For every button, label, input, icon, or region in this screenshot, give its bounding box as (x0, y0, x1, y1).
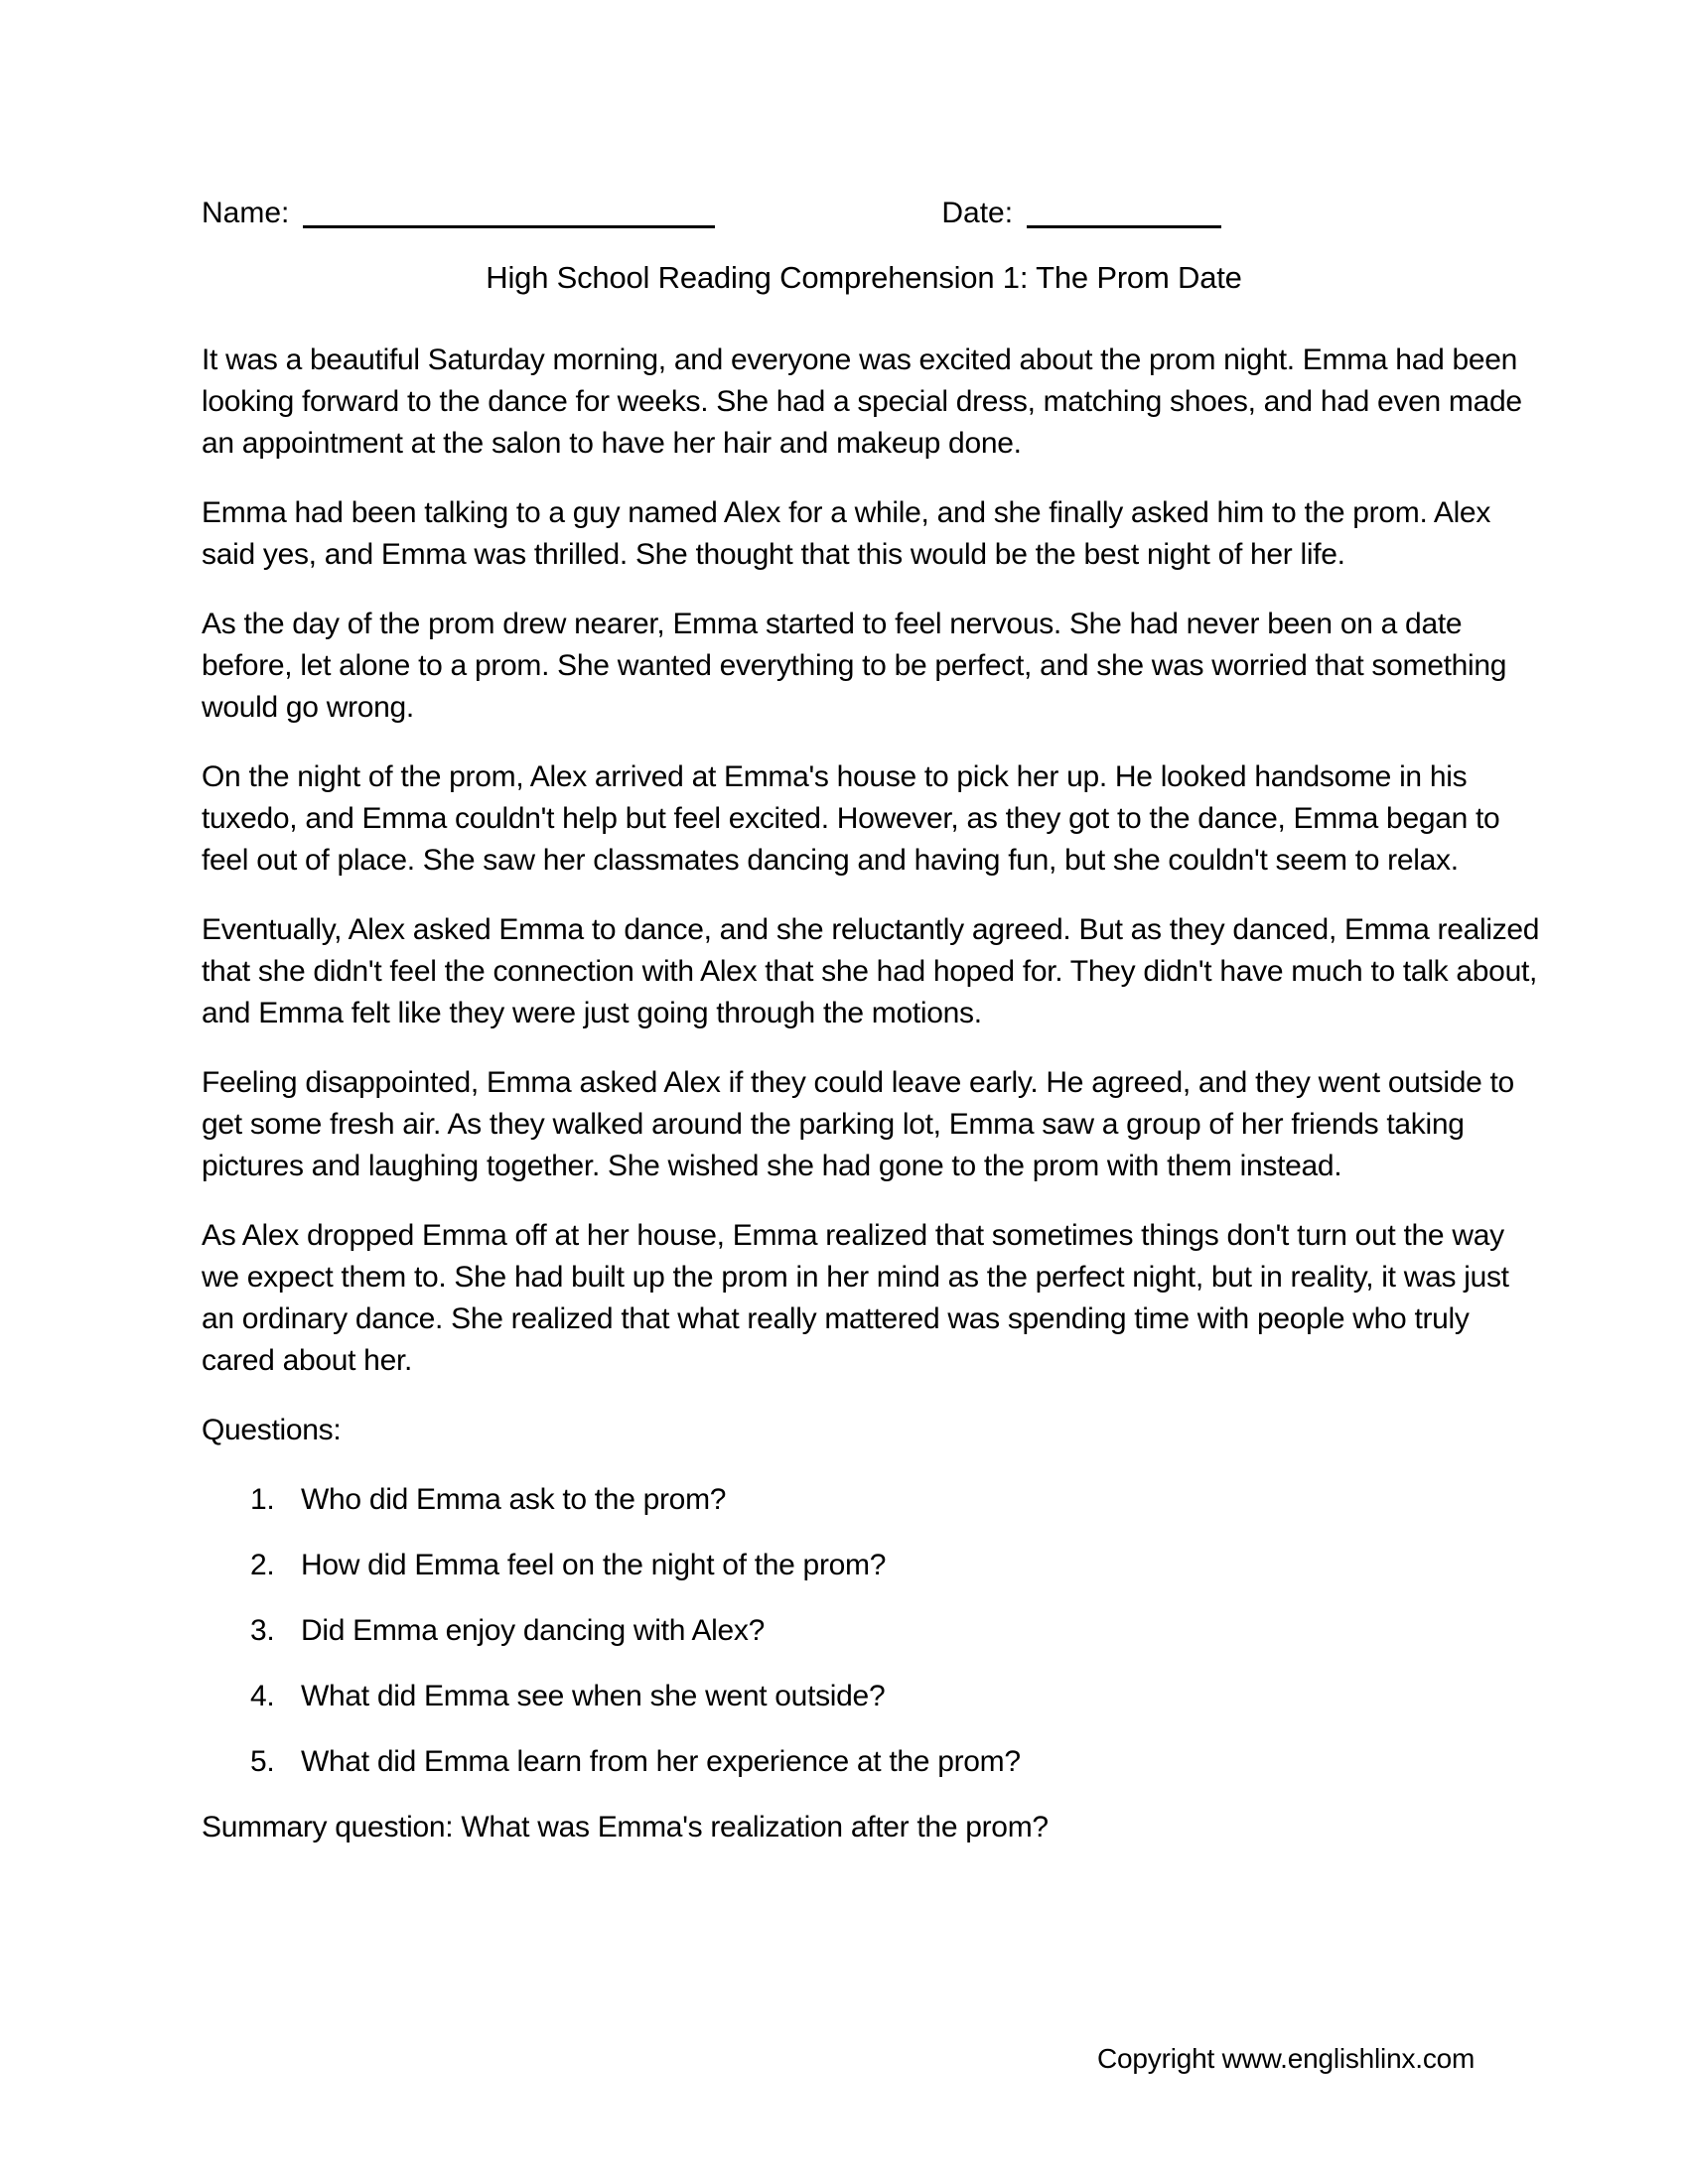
question-text: How did Emma feel on the night of the prom? (301, 1549, 887, 1581)
date-label: Date: (941, 197, 1014, 229)
question-number: 2. (250, 1549, 275, 1581)
passage-paragraph: As the day of the prom drew nearer, Emma started to feel nervous. She had never been on a date before, let alone to a prom. She wanted everything to be perfect, and she was worried that something would go wrong. (202, 608, 1507, 724)
passage-paragraph: As Alex dropped Emma off at her house, Emma realized that sometimes things don't turn out the way we expect them to. She had built up the prom in her mind as the perfect night, but in reality, it was just an ordinary dance. She realized that what really mattered was spending time with people who truly cared about her. (202, 1219, 1509, 1377)
question-text: Did Emma enjoy dancing with Alex? (301, 1614, 766, 1647)
question-text: What did Emma see when she went outside? (301, 1680, 886, 1712)
question-item (202, 1545, 1544, 1586)
passage-paragraph: It was a beautiful Saturday morning, and everyone was excited about the prom night. Emma had been looking forward to the dance for weeks. She had a special dress, matching shoes, and had even made an appointment at the salon to have her hair and makeup done. (202, 343, 1522, 460)
questions-list (202, 1479, 1544, 1783)
date-blank-line (1027, 192, 1221, 228)
passage-paragraph: On the night of the prom, Alex arrived at Emma's house to pick her up. He looked handsome in his tuxedo, and Emma couldn't help but feel excited. However, as they got to the dance, Emma began to feel out of place. She saw her classmates dancing and having fun, but she couldn't seem to relax. (202, 760, 1500, 877)
question-item (202, 1479, 1544, 1521)
name-label: Name: (202, 197, 290, 229)
summary-question: Summary question: What was Emma's realization after the prom? (202, 1811, 1049, 1843)
name-blank-line (303, 192, 715, 228)
header-row (202, 192, 1221, 234)
question-number: 1. (250, 1483, 275, 1516)
passage-paragraph: Emma had been talking to a guy named Alex for a while, and she finally asked him to the prom. Alex said yes, and Emma was thrilled. She thought that this would be the best night of her life. (202, 496, 1491, 571)
reading-passage (202, 340, 1544, 1876)
passage-paragraph: Eventually, Alex asked Emma to dance, and she reluctantly agreed. But as they danced, Emma realized that she didn't feel the connection with Alex that she had hoped for. They didn't have much to talk about, and Emma felt like they were just going through the motions. (202, 913, 1540, 1029)
question-text: Who did Emma ask to the prom? (301, 1483, 727, 1516)
question-number: 5. (250, 1745, 275, 1778)
question-number: 3. (250, 1614, 275, 1647)
passage-paragraph: Feeling disappointed, Emma asked Alex if they could leave early. He agreed, and they went outside to get some fresh air. As they walked around the parking lot, Emma saw a group of her friends taking pictures and laughing together. She wished she had gone to the prom with them instead. (202, 1066, 1514, 1182)
question-item (202, 1610, 1544, 1652)
question-item (202, 1741, 1544, 1783)
questions-heading: Questions: (202, 1414, 342, 1446)
worksheet-title: High School Reading Comprehension 1: The Prom Date (486, 260, 1242, 295)
question-item (202, 1676, 1544, 1717)
question-text: What did Emma learn from her experience at the prom? (301, 1745, 1021, 1778)
copyright-notice: Copyright www.englishlinx.com (1097, 2043, 1476, 2074)
question-number: 4. (250, 1680, 275, 1712)
